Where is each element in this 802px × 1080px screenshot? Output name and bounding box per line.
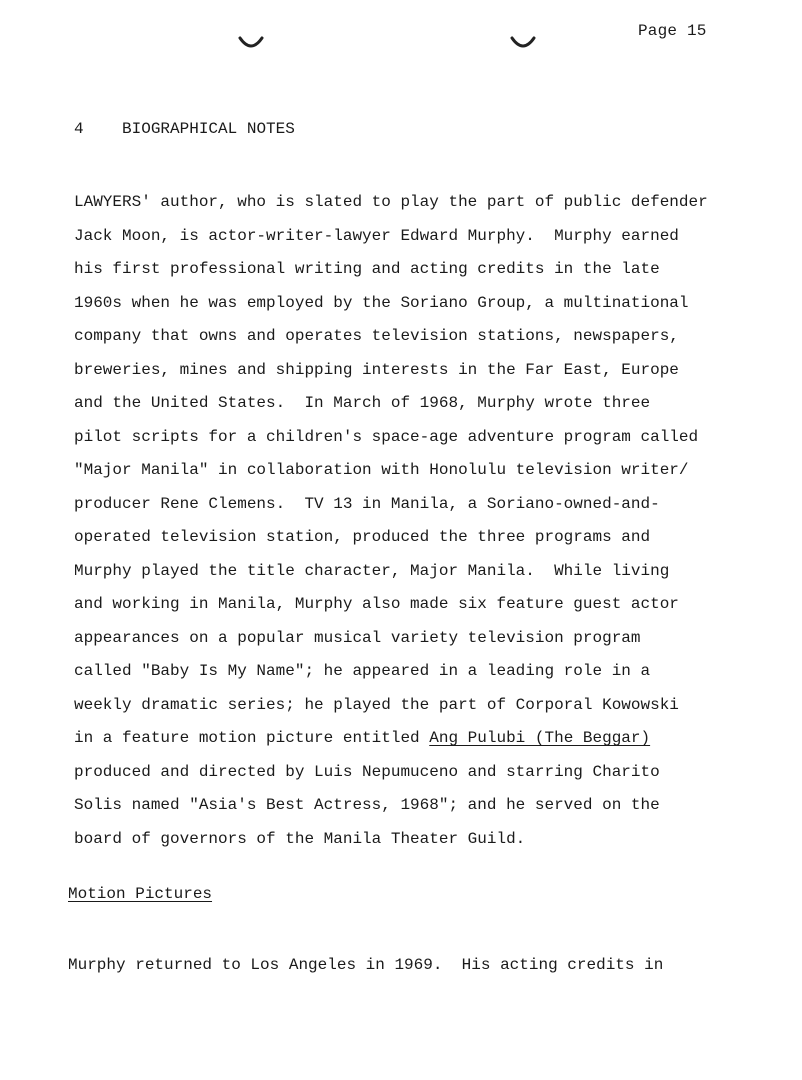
text-line: Murphy played the title character, Major Manila. While living: [74, 561, 670, 580]
text-line: and the United States. In March of 1968, Murphy wrote three: [74, 394, 651, 412]
text-line: company that owns and operates television stations, newspapers,: [74, 327, 679, 345]
text-line-prefix: in a feature motion picture entitled: [74, 729, 430, 747]
text-line: board of governors of the Manila Theater Guild.: [74, 829, 526, 848]
punch-hole-mark-icon: [236, 34, 266, 52]
text-line: producer Rene Clemens. TV 13 in Manila, a Soriano-owned-and-: [74, 494, 660, 513]
text-line: Jack Moon, is actor-writer-lawyer Edward Murphy. Murphy earned: [74, 226, 679, 245]
text-line: Solis named "Asia's Best Actress, 1968"; and he served on the: [74, 796, 660, 814]
biography-paragraph: [74, 186, 774, 856]
text-line: pilot scripts for a children's space-age adventure program called: [74, 427, 699, 446]
text-line: LAWYERS' author, who is slated to play the part of public defender: [74, 193, 708, 211]
text-line: appearances on a popular musical variety television program: [74, 628, 641, 647]
page-number: Page 15: [638, 22, 707, 40]
section-heading: [74, 120, 295, 138]
film-title: Ang Pulubi (The Beggar): [429, 729, 651, 747]
text-line: operated television station, produced the three programs and: [74, 528, 651, 546]
text-line: produced and directed by Luis Nepumuceno and starring Charito: [74, 762, 660, 781]
text-line: [74, 722, 774, 756]
subsection-heading: Motion Pictures: [68, 885, 213, 903]
text-line: his first professional writing and acting credits in the late: [74, 260, 660, 278]
text-line: "Major Manila" in collaboration with Honolulu television writer/: [74, 461, 689, 479]
text-line: breweries, mines and shipping interests in the Far East, Europe: [74, 360, 679, 379]
text-line: called "Baby Is My Name"; he appeared in a leading role in a: [74, 662, 651, 680]
text-line: and working in Manila, Murphy also made six feature guest actor: [74, 595, 679, 613]
text-line: 1960s when he was employed by the Soriano Group, a multinational: [74, 293, 689, 312]
punch-hole-mark-icon: [508, 34, 538, 52]
text-line: weekly dramatic series; he played the part of Corporal Kowowski: [74, 695, 679, 714]
section-title: BIOGRAPHICAL NOTES: [122, 120, 295, 138]
section-number: 4: [74, 120, 84, 138]
text-line: Murphy returned to Los Angeles in 1969. His acting credits in: [68, 956, 664, 974]
